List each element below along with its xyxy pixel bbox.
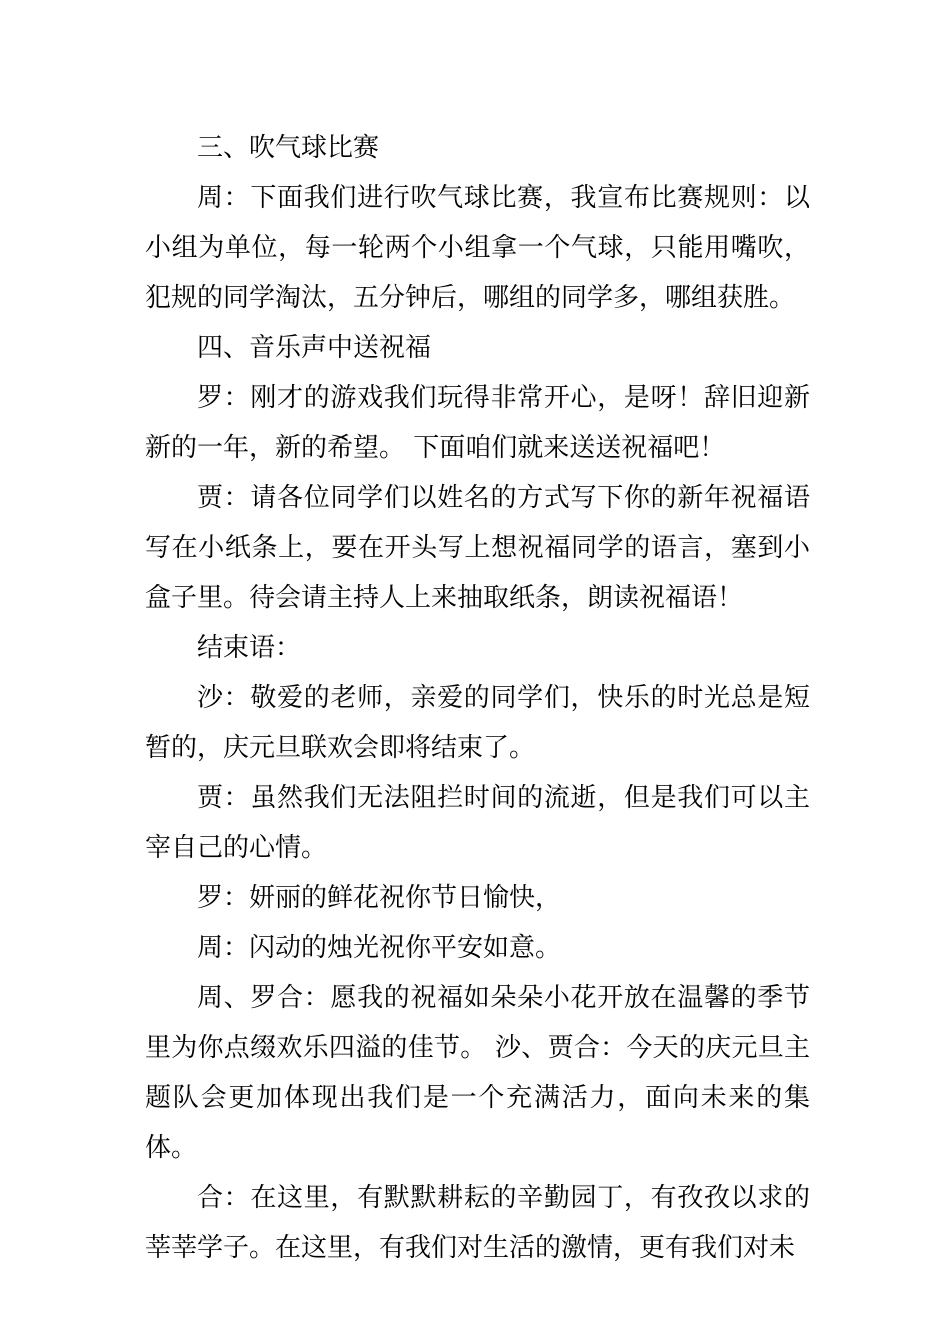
paragraph-luo-closing: 罗：妍丽的鲜花祝你节日愉快， (197, 883, 562, 913)
paragraph-jia-closing: 贾：虽然我们无法阻拦时间的流逝，但是我们可以主宰自己的心情。 (145, 783, 810, 863)
paragraph-joint-closing: 周、罗合：愿我的祝福如朵朵小花开放在温馨的季节里为你点缀欢乐四溢的佳节。 沙、贾合：今天的庆元旦主题队会更加体现出我们是一个充满活力，面向未来的集体。 (145, 983, 810, 1163)
paragraph-balloon-rules: 周：下面我们进行吹气球比赛，我宣布比赛规则：以小组为单位，每一轮两个小组拿一个气球，只能用嘴吹，犯规的同学淘汰，五分钟后，哪组的同学多，哪组获胜。 (145, 183, 810, 313)
paragraph-zhou-closing: 周：闪动的烛光祝你平安如意。 (197, 933, 562, 963)
paragraph-luo-blessings: 罗：刚才的游戏我们玩得非常开心，是呀！辞旧迎新新的一年，新的希望。 下面咱们就来送送祝福吧！ (145, 383, 810, 463)
paragraph-all-closing: 合：在这里，有默默耕耘的辛勤园丁，有孜孜以求的莘莘学子。在这里，有我们对生活的激情，更有我们对未 (145, 1183, 810, 1263)
document-body (145, 123, 810, 1273)
section-heading-balloon-contest: 三、吹气球比赛 (197, 133, 380, 163)
section-heading-closing: 结束语： (197, 633, 302, 663)
paragraph-sha-closing: 沙：敬爱的老师，亲爱的同学们，快乐的时光总是短暂的，庆元旦联欢会即将结束了。 (145, 683, 810, 763)
section-heading-blessings: 四、音乐声中送祝福 (197, 333, 432, 363)
paragraph-jia-notes: 贾：请各位同学们以姓名的方式写下你的新年祝福语写在小纸条上，要在开头写上想祝福同学的语言，塞到小盒子里。待会请主持人上来抽取纸条，朗读祝福语！ (145, 483, 810, 613)
